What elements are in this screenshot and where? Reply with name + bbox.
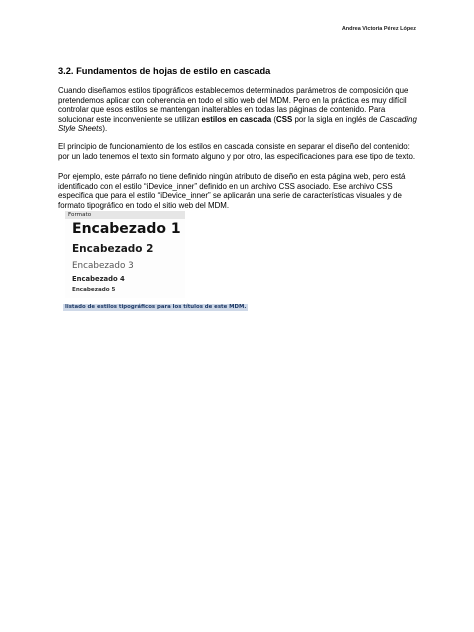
paragraph-example: Por ejemplo, este párrafo no tiene definido ningún atributo de diseño en esta página web, pero está identificado con el estilo “iDevice_inner” definido en un archivo CSS asociado. Ese archivo CSS especifica que para el estilo “iDevice_inner” se aplicarán una serie de características visuales y de formato tipográfico en todo el sitio web del MDM. [58,172,406,210]
style-heading-5: Encabezado 5 [72,287,116,293]
figure-caption: listado de estilos tipográficos para los títulos de este MDM. [65,304,247,310]
paragraph-intro-text: ). [102,124,108,134]
style-heading-2: Encabezado 2 [72,243,154,255]
style-heading-4: Encabezado 4 [72,275,125,283]
paragraph-principle: El principio de funcionamiento de los estilos en cascada consiste en separar el diseño del contenido: por un lado tenemos el texto sin formato alguno y por otro, las especificaciones para ese tipo de texto. [58,142,416,161]
format-styles-panel [65,211,185,298]
term-cascading-style-sheets: Cascading Style Sheets [58,114,417,134]
paragraph-intro-text: Cuando diseñamos estilos tipográficos establecemos determinados parámetros de composición que pretendemos aplicar con coherencia en todo el sitio web del MDM. Pero en la práctica es muy difícil controlar que esos estilos se mantengan inalterables en todas las páginas de contenido. Para solucionar este inconveniente se utilizan [58,86,409,124]
term-css: CSS [276,114,293,124]
paragraph-intro [58,86,420,134]
term-estilos-en-cascada: estilos en cascada [201,114,272,124]
section-heading: 3.2. Fundamentos de hojas de estilo en cascada [58,66,271,76]
format-panel-title: Formato [65,211,185,219]
style-heading-3: Encabezado 3 [72,261,134,271]
paragraph-intro-text: por la sigla en inglés de [292,114,380,124]
paragraph-intro-text: ( [271,114,277,124]
style-heading-1: Encabezado 1 [72,221,181,237]
author-header: Andrea Victoria Pérez López [341,26,416,32]
